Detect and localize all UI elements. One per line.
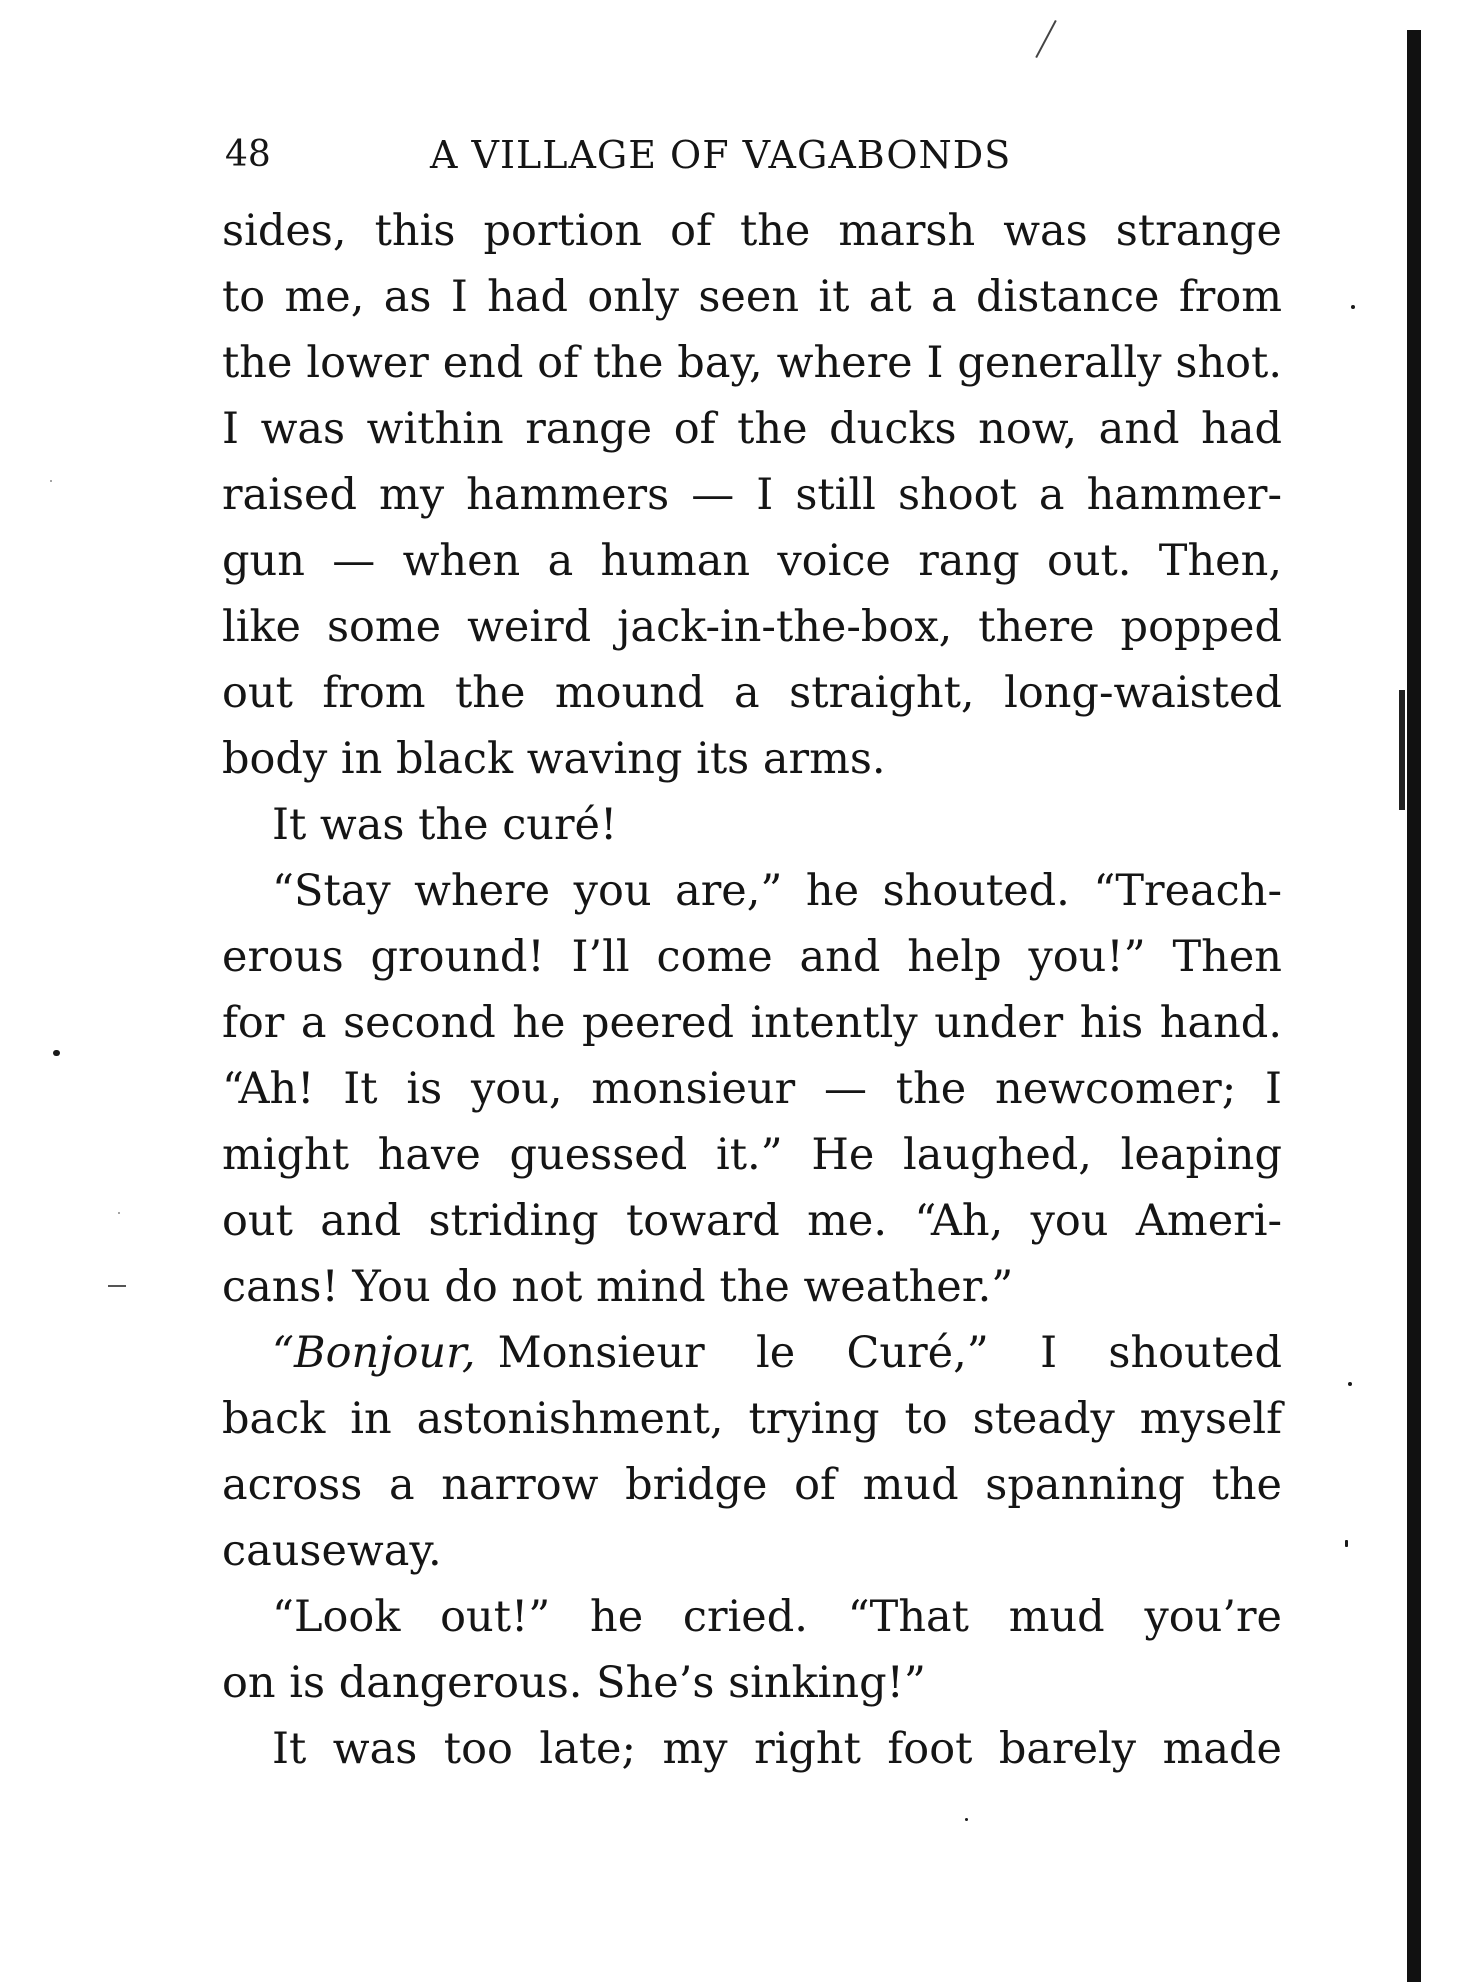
- speck: [118, 1212, 120, 1214]
- page-header: [225, 130, 1095, 180]
- text-line: erous ground! I’ll come and help you!” Then: [222, 932, 1282, 982]
- italic-bonjour: “Bonjour,: [272, 1328, 476, 1378]
- text-line: causeway.: [222, 1526, 442, 1576]
- body-text: [222, 198, 1282, 1782]
- text-line: like some weird jack-in-the-box, there popped: [222, 602, 1282, 652]
- text-line: I was within range of the ducks now, and had: [222, 404, 1282, 454]
- speck: [50, 480, 52, 482]
- page-edge-smudge: [1399, 690, 1405, 810]
- text-line: to me, as I had only seen it at a distance from: [222, 272, 1282, 322]
- page-edge-shadow: [1407, 30, 1421, 1982]
- text-line: body in black waving its arms.: [222, 734, 886, 784]
- text-line: “Stay where you are,” he shouted. “Treach-: [272, 866, 1282, 916]
- text-line: out from the mound a straight, long-waisted: [222, 668, 1282, 718]
- text-line: cans! You do not mind the weather.”: [222, 1262, 1014, 1312]
- text-line: It was too late; my right foot barely made: [272, 1724, 1282, 1774]
- speck: [108, 1285, 126, 1287]
- speck: [1348, 1382, 1352, 1386]
- text-line: on is dangerous. She’s sinking!”: [222, 1658, 926, 1708]
- text-line: gun — when a human voice rang out. Then,: [222, 536, 1282, 586]
- text-line-bonjour: [222, 1320, 1282, 1386]
- speck: [53, 1050, 60, 1056]
- speck: [965, 1818, 968, 1821]
- text-line: “Look out!” he cried. “That mud you’re: [272, 1592, 1282, 1642]
- text-line: “Ah! It is you, monsieur — the newcomer; I: [222, 1064, 1282, 1114]
- text-line: It was the curé!: [272, 800, 618, 850]
- text-line: back in astonishment, trying to steady myself: [222, 1394, 1282, 1444]
- speck: [1345, 1540, 1348, 1547]
- page-number: 48: [225, 134, 271, 175]
- text-line: out and striding toward me. “Ah, you Ameri-: [222, 1196, 1282, 1246]
- text-line: sides, this portion of the marsh was strange: [222, 206, 1282, 256]
- text-line: for a second he peered intently under his hand.: [222, 998, 1282, 1048]
- text-line: the lower end of the bay, where I generally shot.: [222, 338, 1282, 388]
- text-line: might have guessed it.” He laughed, leaping: [222, 1130, 1282, 1180]
- text-line-remainder: Monsieur le Curé,” I shouted: [497, 1328, 1282, 1378]
- text-line: across a narrow bridge of mud spanning the: [222, 1460, 1282, 1510]
- running-title: A VILLAGE OF VAGABONDS: [430, 133, 1012, 177]
- pencil-mark: [1035, 20, 1056, 58]
- speck: [1351, 305, 1355, 309]
- text-line: raised my hammers — I still shoot a hammer-: [222, 470, 1282, 520]
